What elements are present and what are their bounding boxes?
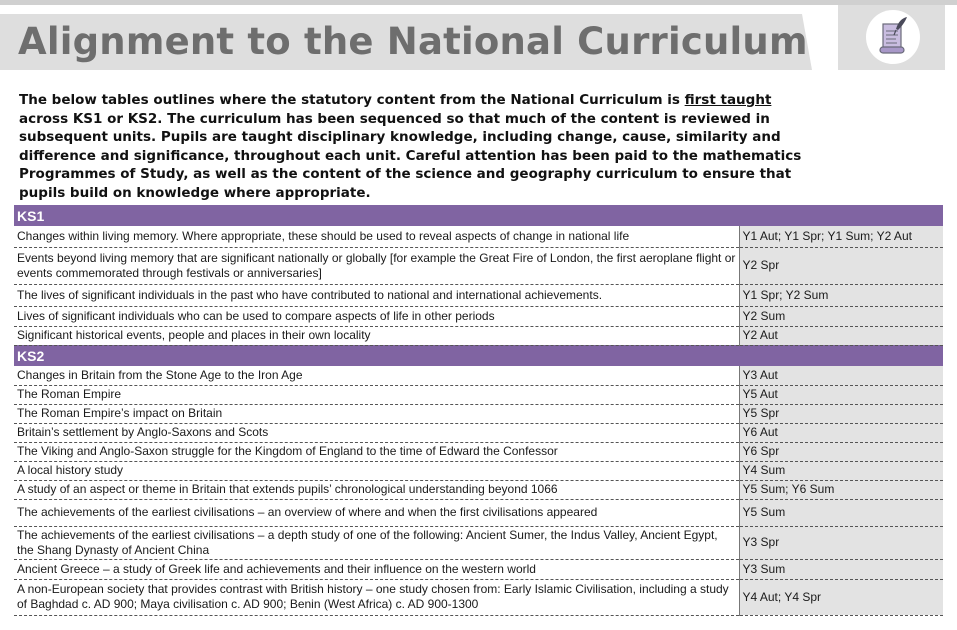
content-cell: The lives of significant individuals in the past who have contributed to national and international achievements. [14,284,739,306]
table-row [14,385,943,404]
content-cell: Events beyond living memory that are significant nationally or globally [for example the Great Fire of London, the first aeroplane flight or events commemorated through festivals or anniversaries] [14,247,739,284]
taught-cell: Y3 Sum [739,559,943,579]
ks1-section-header [14,205,943,226]
table-row [14,306,943,326]
content-cell: A non-European society that provides contrast with British history – one study chosen from: Early Islamic Civilisation, including a study of Baghdad c. AD 900; Maya civilisation c. AD 900; Benin (West Africa) c. AD 900-1300 [14,579,739,615]
table-row [14,247,943,284]
intro-text-after: across KS1 or KS2. The curriculum has been sequenced so that much of the content is reviewed in subsequent units. Pupils are taught disciplinary knowledge, including change, cause, similarity and difference and significance, throughout each unit. Careful attention has been paid to the mathematics Programmes of Study, as well as the content of the science and geography curriculum to ensure that pupils build on knowledge where appropriate. [19,110,802,201]
content-cell: The achievements of the earliest civilisations – a depth study of one of the following: Ancient Sumer, the Indus Valley, Ancient Egypt, the Shang Dynasty of Ancient China [14,526,739,559]
taught-cell: Y4 Aut; Y4 Spr [739,579,943,615]
content-cell: The Viking and Anglo-Saxon struggle for the Kingdom of England to the time of Edward the Confessor [14,442,739,461]
content-cell: The achievements of the earliest civilisations – an overview of where and when the first civilisations appeared [14,499,739,526]
page-title: Alignment to the National Curriculum [18,20,808,63]
curriculum-table [14,205,943,616]
content-cell: A local history study [14,461,739,480]
taught-cell: Y3 Spr [739,526,943,559]
taught-cell: Y6 Aut [739,423,943,442]
content-cell: Lives of significant individuals who can be used to compare aspects of life in other periods [14,306,739,326]
content-cell: The Roman Empire [14,385,739,404]
table-row [14,326,943,345]
intro-text-before: The below tables outlines where the statutory content from the National Curriculum is [19,92,685,108]
taught-cell: Y5 Sum [739,499,943,526]
table-row [14,226,943,247]
taught-cell: Y2 Spr [739,247,943,284]
table-row [14,284,943,306]
content-cell: Britain’s settlement by Anglo-Saxons and Scots [14,423,739,442]
taught-cell: Y4 Sum [739,461,943,480]
content-cell: Significant historical events, people and places in their own locality [14,326,739,345]
taught-cell: Y6 Spr [739,442,943,461]
table-row [14,526,943,559]
table-row [14,404,943,423]
section-label: KS2 [14,345,943,366]
table-row [14,579,943,615]
content-cell: The Roman Empire’s impact on Britain [14,404,739,423]
ks2-section-header [14,345,943,366]
scroll-quill-icon [866,10,920,64]
content-cell: Changes within living memory. Where appropriate, these should be used to reveal aspects of change in national life [14,226,739,247]
taught-cell: Y3 Aut [739,366,943,385]
table-row [14,480,943,499]
table-row [14,442,943,461]
taught-cell: Y1 Aut; Y1 Spr; Y1 Sum; Y2 Aut [739,226,943,247]
taught-cell: Y2 Sum [739,306,943,326]
table-row [14,499,943,526]
top-rule [0,0,957,5]
taught-cell: Y5 Sum; Y6 Sum [739,480,943,499]
table-row [14,559,943,579]
table-row [14,366,943,385]
section-label: KS1 [14,205,943,226]
intro-paragraph [19,91,809,202]
content-cell: Ancient Greece – a study of Greek life and achievements and their influence on the western world [14,559,739,579]
table-row [14,423,943,442]
table-row [14,461,943,480]
intro-emphasis: first taught [684,92,772,108]
content-cell: A study of an aspect or theme in Britain that extends pupils’ chronological understanding beyond 1066 [14,480,739,499]
taught-cell: Y2 Aut [739,326,943,345]
content-cell: Changes in Britain from the Stone Age to the Iron Age [14,366,739,385]
taught-cell: Y5 Spr [739,404,943,423]
taught-cell: Y1 Spr; Y2 Sum [739,284,943,306]
taught-cell: Y5 Aut [739,385,943,404]
